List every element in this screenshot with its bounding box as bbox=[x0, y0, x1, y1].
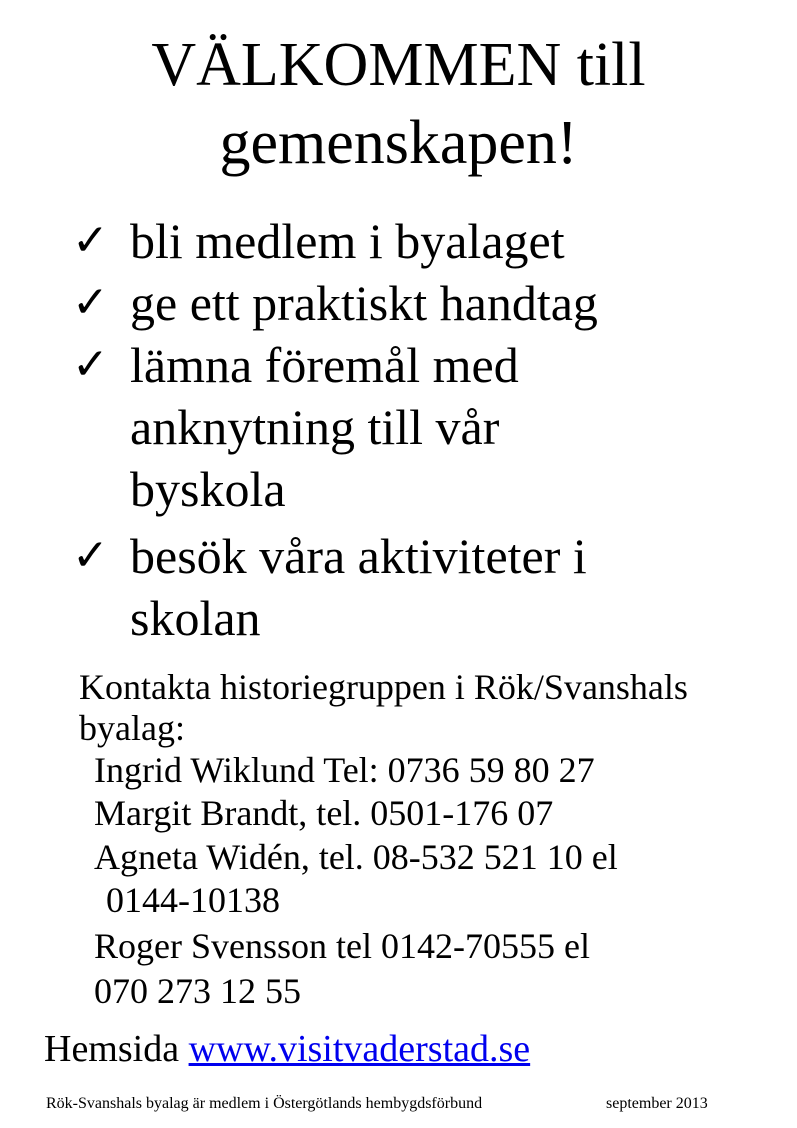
contact-person: Roger Svensson tel 0142-70555 el bbox=[94, 926, 590, 966]
checkmark-icon: ✓ bbox=[72, 530, 109, 581]
checklist-item-text: bli medlem i byalaget bbox=[130, 213, 565, 269]
checkmark-icon: ✓ bbox=[72, 277, 109, 328]
homepage-label: Hemsida bbox=[44, 1028, 189, 1070]
footer-membership-text: Rök-Svanshals byalag är medlem i Östergötlands hembygdsförbund bbox=[46, 1095, 483, 1112]
contact-heading: Kontakta historiegruppen i Rök/Svanshals bbox=[79, 667, 688, 707]
contact-person-continued: 070 273 12 55 bbox=[94, 971, 301, 1011]
contact-person: Agneta Widén, tel. 08-532 521 10 el bbox=[94, 837, 618, 877]
homepage-link[interactable]: www.visitvaderstad.se bbox=[188, 1028, 531, 1070]
homepage-line bbox=[44, 1030, 530, 1068]
page-title-line-1: VÄLKOMMEN till bbox=[151, 31, 646, 99]
checklist-item-text: lämna föremål med anknytning till vår byskola bbox=[130, 337, 519, 517]
checklist-item-text: ge ett praktiskt handtag bbox=[130, 275, 598, 331]
contact-person: Margit Brandt, tel. 0501-176 07 bbox=[94, 793, 554, 833]
footer-date: september 2013 bbox=[606, 1095, 708, 1112]
contact-heading-continued: byalag: bbox=[79, 708, 185, 748]
contact-person-continued: 0144-10138 bbox=[106, 880, 280, 920]
checklist-item-text: besök våra aktiviteter i skolan bbox=[130, 528, 587, 646]
page-title-line-2: gemenskapen! bbox=[219, 109, 578, 177]
checkmark-icon: ✓ bbox=[72, 339, 109, 390]
contact-person: Ingrid Wiklund Tel: 0736 59 80 27 bbox=[94, 750, 595, 790]
checkmark-icon: ✓ bbox=[72, 215, 109, 266]
